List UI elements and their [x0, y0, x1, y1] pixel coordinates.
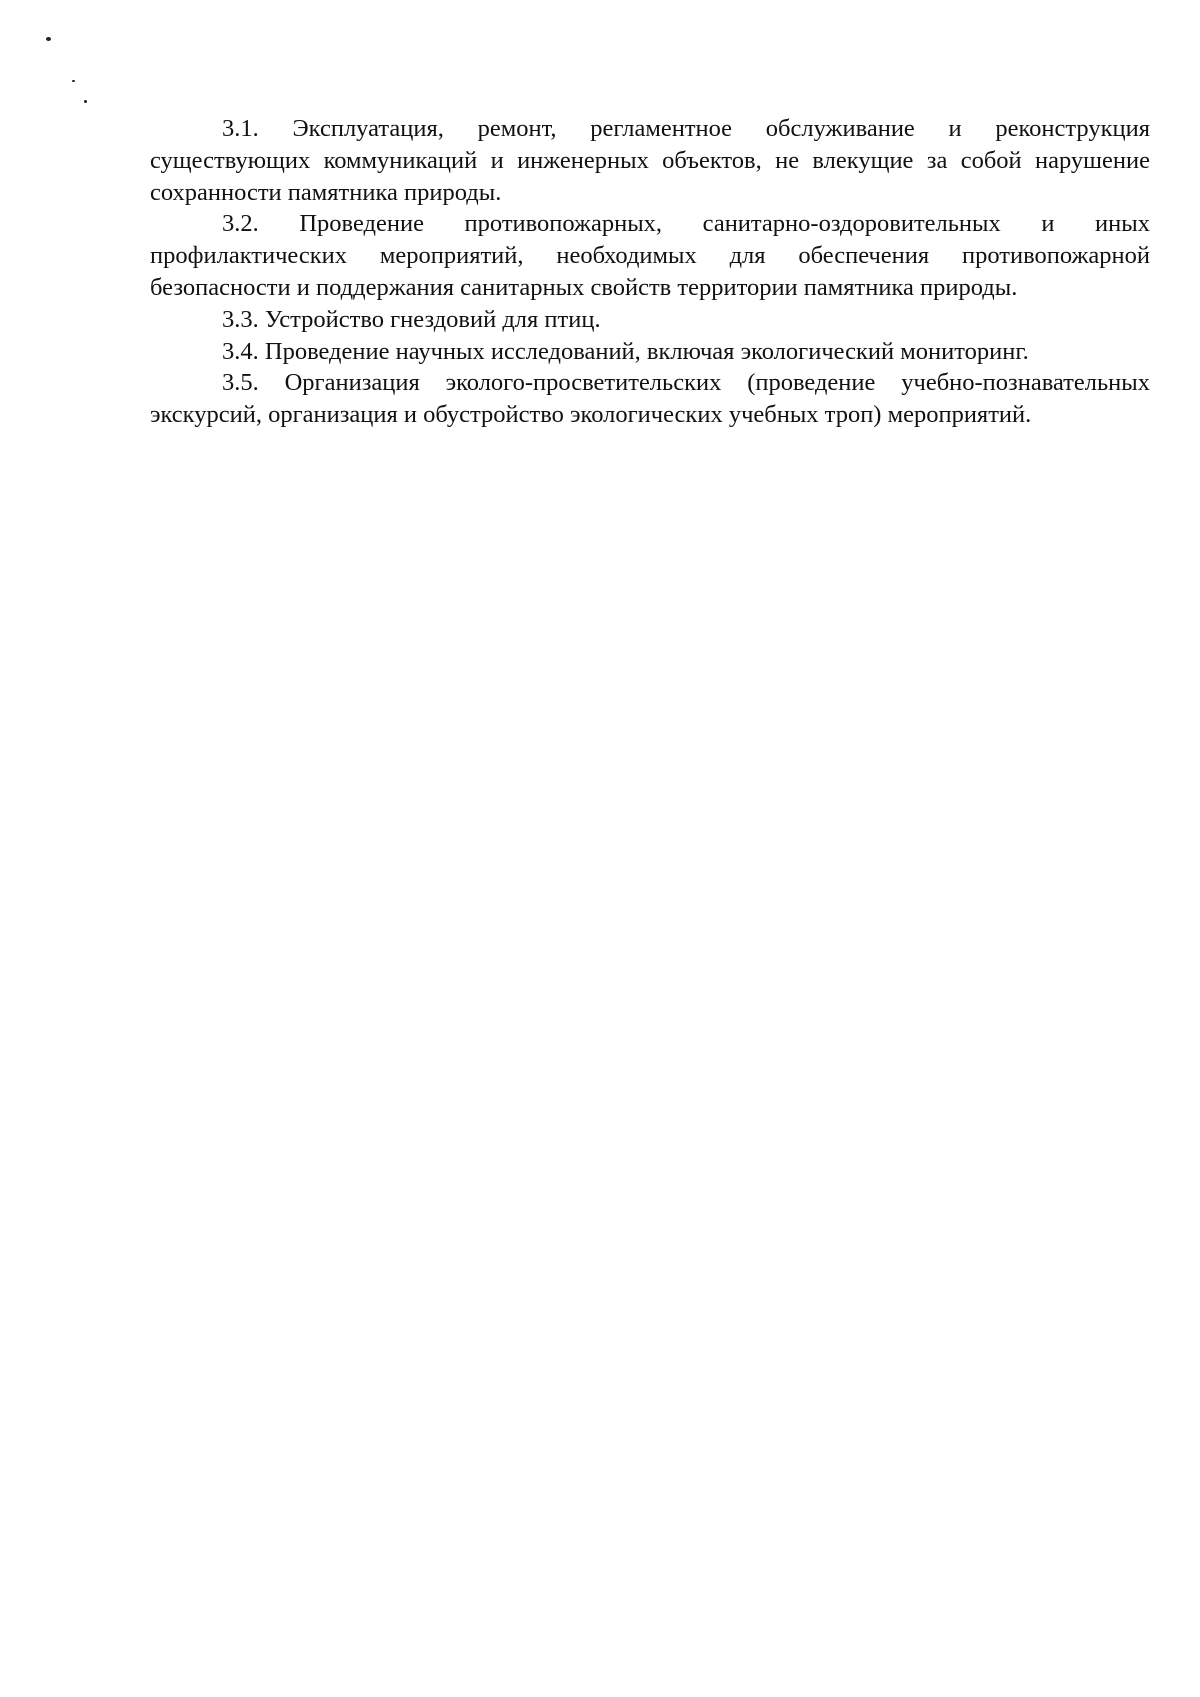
- scan-speck: [72, 80, 75, 82]
- paragraph-3-4: 3.4. Проведение научных исследований, включая экологический мониторинг.: [222, 337, 1029, 365]
- paragraph-3-5: 3.5. Организация эколого-просветительских (проведение учебно-познавательных экскурсий, организация и обустройство экологических учебных троп) мероприятий.: [150, 369, 1150, 429]
- paragraph-3-2: 3.2. Проведение противопожарных, санитарно-оздоровительных и иных профилактических мероприятий, необходимых для обеспечения противопожарной безопасности и поддержания санитарных свойств территории памятника природы.: [150, 210, 1150, 301]
- paragraph-3-1: 3.1. Эксплуатация, ремонт, регламентное обслуживание и реконструкция существующих коммуникаций и инженерных объектов, не влекущие за собой нарушение сохранности памятника природы.: [150, 115, 1150, 206]
- document-body: [150, 113, 1150, 431]
- scan-speck: [46, 37, 51, 41]
- paragraph-3-3: 3.3. Устройство гнездовий для птиц.: [222, 305, 601, 333]
- scan-speck: [84, 100, 87, 103]
